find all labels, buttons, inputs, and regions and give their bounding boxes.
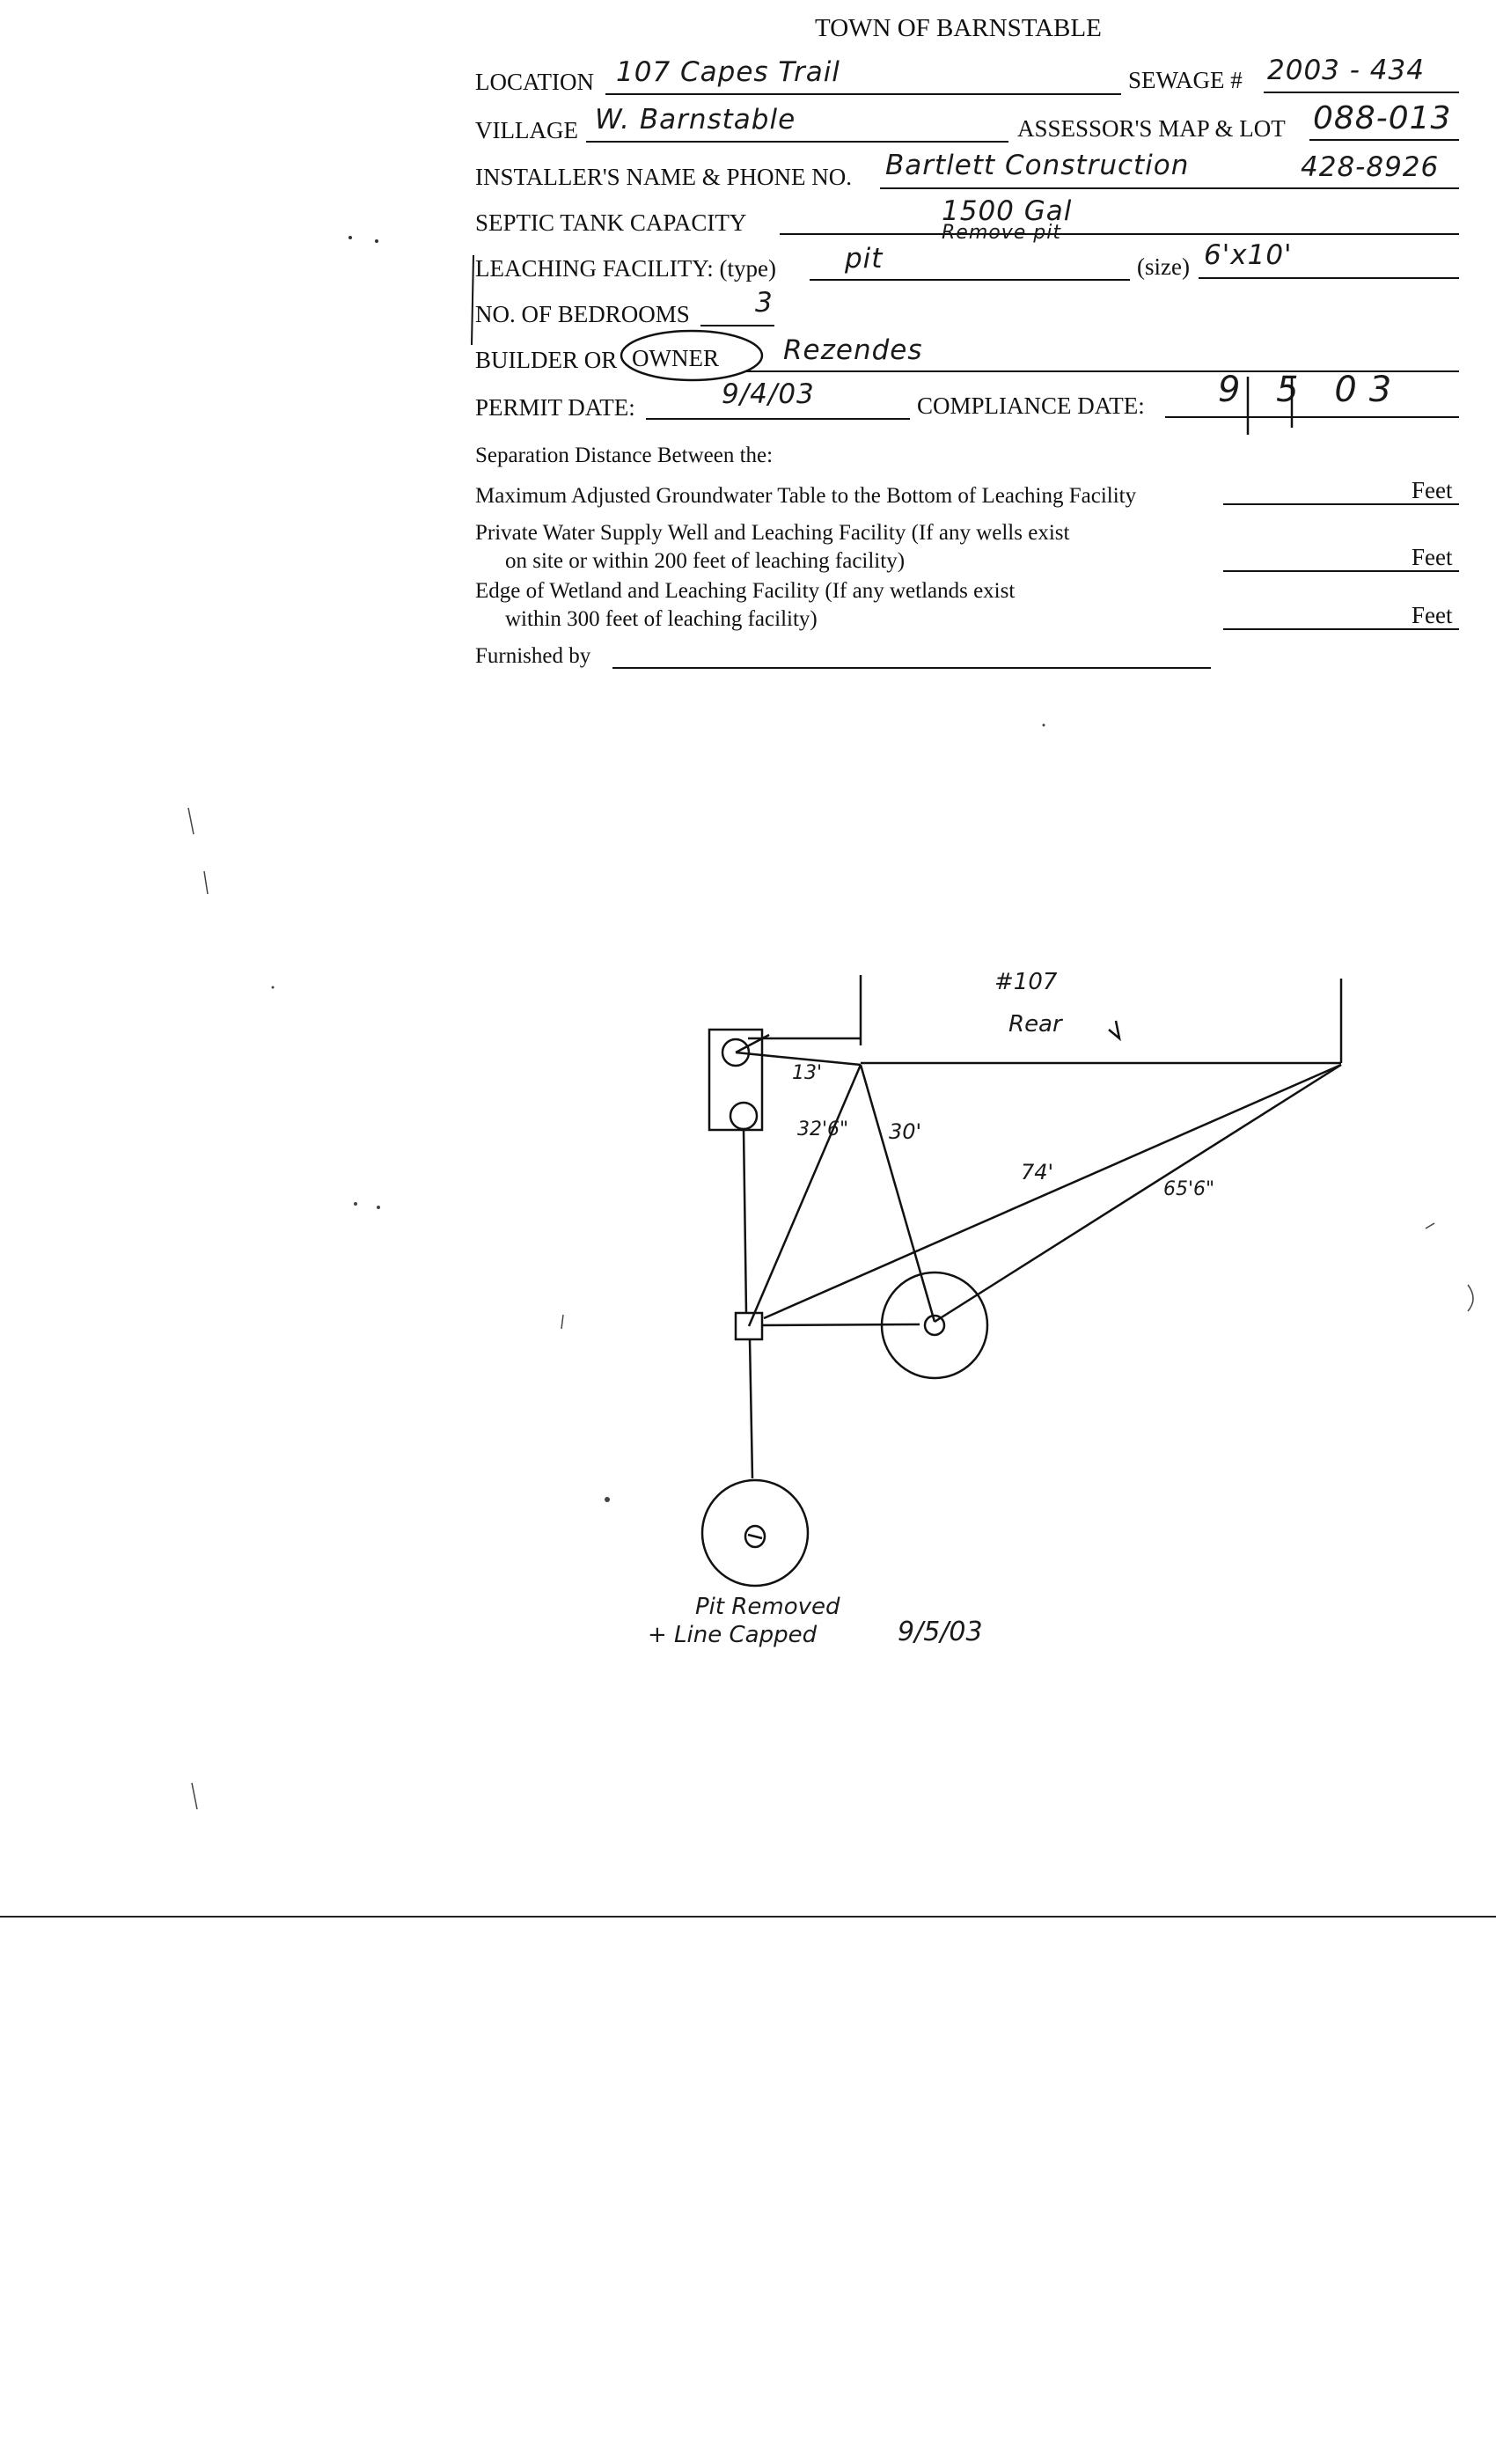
removed-pit	[702, 1480, 808, 1586]
village-value: W. Barnstable	[595, 104, 796, 136]
assessor-label: ASSESSOR'S MAP & LOT	[1017, 115, 1286, 142]
tank-outlet-cover	[730, 1103, 757, 1129]
measure-30ft-label: 30'	[889, 1119, 922, 1144]
assessor-value: 088-013	[1313, 100, 1452, 136]
bedrooms-value: 3	[755, 287, 774, 319]
separation-row-1-text: Maximum Adjusted Groundwater Table to the Bottom of Leaching Facility	[475, 484, 1137, 508]
separation-row-2-unit: Feet	[1412, 544, 1453, 570]
separation-row-3-text-cont: within 300 feet of leaching facility)	[505, 607, 818, 631]
leaching-type-value: pit	[845, 243, 884, 275]
tank-to-dbox-pipe	[744, 1129, 746, 1313]
removal-note-line2: + Line Capped	[648, 1622, 818, 1648]
installer-label: INSTALLER'S NAME & PHONE NO.	[475, 164, 852, 190]
location-value: 107 Capes Trail	[616, 56, 840, 88]
village-label: VILLAGE	[475, 117, 578, 143]
installer-name: Bartlett Construction	[885, 150, 1190, 181]
owner-label: OWNER	[632, 345, 719, 371]
builder-label: BUILDER OR	[475, 347, 618, 373]
location-label: LOCATION	[475, 69, 594, 95]
removal-note-date: 9/5/03	[898, 1617, 983, 1647]
separation-row-2-text: Private Water Supply Well and Leaching Facility (If any wells exist	[475, 521, 1070, 545]
house-number-label: #107	[994, 969, 1058, 995]
tank-value: 1500 Gal	[942, 195, 1073, 227]
leaching-label: LEACHING FACILITY: (type)	[475, 255, 776, 282]
permit-value: 9/4/03	[722, 378, 815, 410]
septic-tank-box	[709, 1030, 762, 1130]
separation-row-3-text: Edge of Wetland and Leaching Facility (If any wetlands exist	[475, 579, 1016, 603]
separation-heading: Separation Distance Between the:	[475, 444, 774, 467]
rear-label: Rear	[1008, 1011, 1062, 1038]
installer-phone: 428-8926	[1301, 151, 1440, 183]
measure-line-30ft	[861, 1065, 935, 1322]
page-bottom-rule	[0, 1916, 1496, 1918]
sewage-label: SEWAGE #	[1128, 67, 1243, 93]
builder-value: Rezendes	[783, 334, 923, 366]
leaching-size-label: (size)	[1137, 253, 1190, 280]
separation-row-1-unit: Feet	[1412, 477, 1453, 503]
compliance-value: 9 5 03	[1218, 370, 1404, 410]
furnished-by-label: Furnished by	[475, 644, 591, 668]
sewage-value: 2003 - 434	[1267, 55, 1425, 86]
permit-label: PERMIT DATE:	[475, 394, 635, 421]
dbox-to-pit-pipe	[762, 1324, 920, 1325]
measure-line-74ft	[764, 1065, 1341, 1318]
rear-arrow-icon	[1109, 1021, 1119, 1038]
page-title: TOWN OF BARNSTABLE	[815, 14, 1102, 42]
dbox-to-removed-pit-pipe	[750, 1339, 752, 1478]
bedrooms-label: NO. OF BEDROOMS	[475, 301, 690, 327]
compliance-label: COMPLIANCE DATE:	[917, 392, 1145, 419]
leaching-size-value: 6'x10'	[1204, 239, 1293, 271]
tank-label: SEPTIC TANK CAPACITY	[475, 209, 747, 236]
measure-13ft-label: 13'	[792, 1062, 823, 1084]
measure-32ft-label: 32'6"	[797, 1118, 849, 1140]
separation-row-3-unit: Feet	[1412, 602, 1453, 628]
removal-note-line1: Pit Removed	[695, 1594, 840, 1620]
measure-line-32ft	[749, 1065, 861, 1326]
measure-74ft-label: 74'	[1021, 1160, 1054, 1184]
measure-65ft-label: 65'6"	[1163, 1178, 1215, 1200]
measure-line-65ft	[935, 1065, 1341, 1322]
removed-pit-cover-mark	[748, 1535, 762, 1538]
separation-row-2-text-cont: on site or within 200 feet of leaching facility)	[505, 549, 906, 573]
leaching-annotation: Remove pit	[942, 222, 1061, 244]
